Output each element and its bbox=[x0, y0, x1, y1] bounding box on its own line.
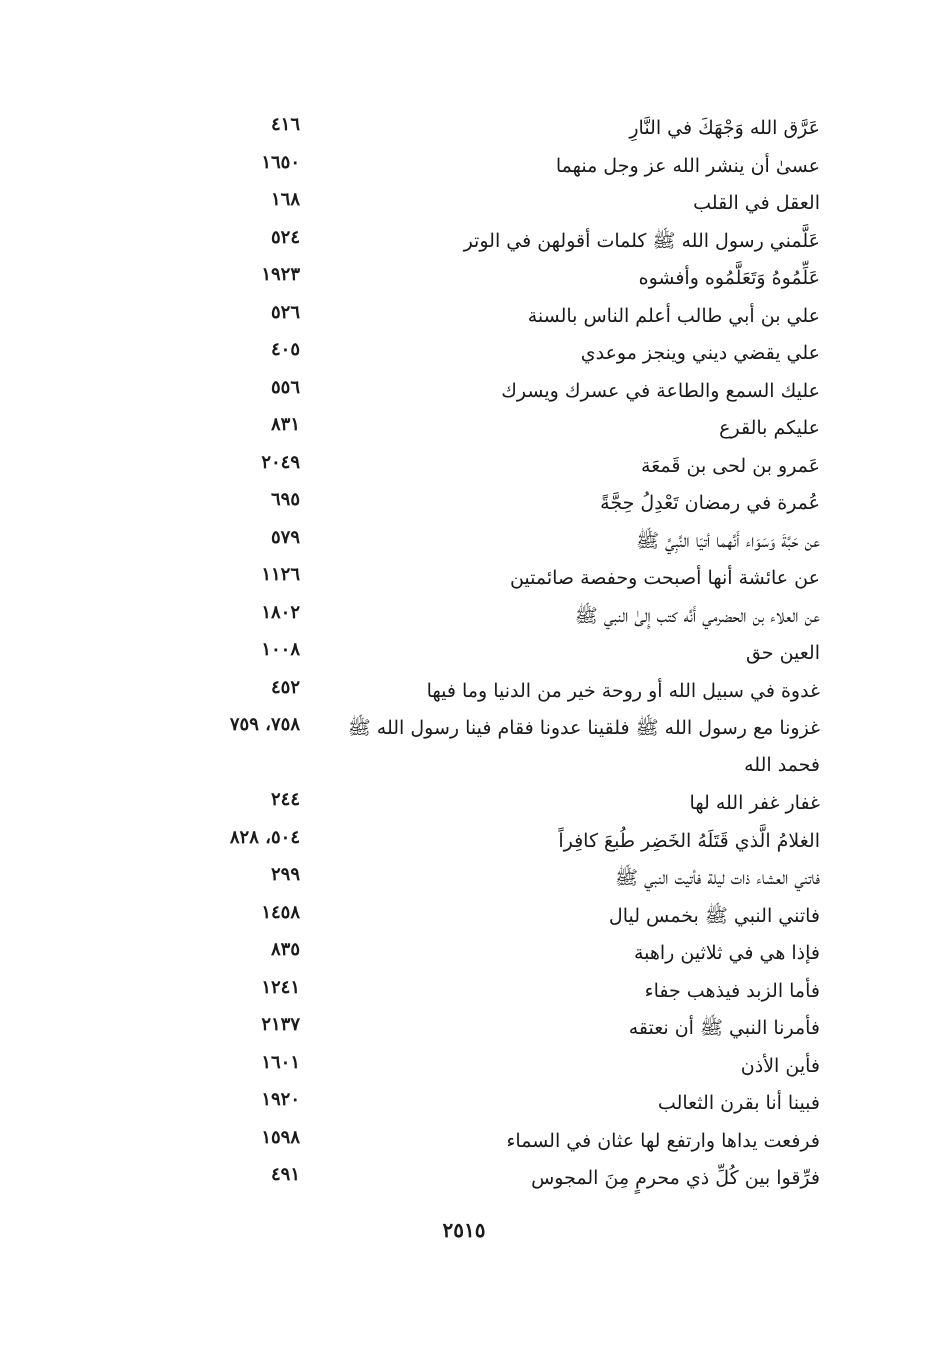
entry-page-ref: ٨٣١ bbox=[270, 414, 300, 435]
index-entry bbox=[190, 294, 820, 332]
page-number: ٢٥١٥ bbox=[442, 1218, 486, 1242]
entry-page-ref: ٥٢٤ bbox=[270, 226, 300, 248]
entry-page-ref: ٥٢٦ bbox=[270, 301, 300, 323]
entry-text: علي يقضي ديني وينجز موعدي bbox=[580, 342, 820, 364]
entry-text: علي بن أبي طالب أعلم الناس بالسنة bbox=[527, 304, 820, 327]
entry-text: فأما الزبد فيذهب جفاء bbox=[644, 979, 820, 1002]
entry-text: العقل في القلب bbox=[693, 192, 820, 214]
entry-text: عن عائشة أنها أصبحت وحفصة صائمتين bbox=[509, 567, 820, 589]
entry-text: عَمرو بن لحى بن قَمعَة bbox=[641, 454, 820, 477]
entry-page-ref: ١٢٤١ bbox=[261, 976, 300, 998]
index-entry bbox=[190, 106, 820, 144]
index-entry bbox=[190, 219, 820, 257]
index-entry bbox=[190, 856, 820, 894]
entry-page-ref: ١١٢٦ bbox=[261, 564, 300, 585]
index-entry bbox=[190, 144, 820, 182]
entry-page-ref: ٥٠٤، ٨٢٨ bbox=[229, 826, 300, 848]
entry-page-ref: ١٩٢٠ bbox=[261, 1089, 300, 1110]
entry-text: عَلِّمُوهُ وَتَعَلَّمُوه وأفشوه bbox=[638, 267, 820, 289]
index-entry bbox=[190, 256, 820, 294]
index-entry bbox=[190, 181, 820, 219]
index-entry bbox=[190, 669, 820, 707]
entry-page-ref: ١٨٠٢ bbox=[261, 601, 300, 623]
entry-text: عَرَّق الله وَجْهَكَ في النَّارِ bbox=[629, 117, 820, 139]
entry-page-ref: ٢١٣٧ bbox=[261, 1014, 300, 1035]
entry-text: عسىٰ أن ينشر الله عز وجل منهما bbox=[555, 154, 820, 177]
index-entry bbox=[190, 556, 820, 594]
entry-page-ref: ٥٥٦ bbox=[270, 376, 300, 398]
entry-text: فاتني العشاء ذات ليلة فأتيت النبي ﷺ bbox=[614, 867, 820, 889]
index-entry bbox=[190, 706, 820, 781]
entry-page-ref: ١٥٩٨ bbox=[261, 1126, 300, 1148]
entry-text: عن العلاء بن الحضرمي أَنَّه كتب إِلىٰ النبي ﷺ bbox=[574, 604, 820, 627]
entry-text: غفار غفر الله لها bbox=[689, 792, 820, 814]
entry-text: فإذا هي في ثلاثين راهبة bbox=[633, 942, 820, 964]
index-entry bbox=[190, 1081, 820, 1119]
entry-text: فأمرنا النبي ﷺ أن نعتقه bbox=[628, 1017, 820, 1039]
entry-page-ref: ١٩٢٣ bbox=[261, 264, 300, 285]
entry-text: الغلامُ الَّذي قَتَلَهُ الخَضِر طُبعَ كافِراً bbox=[558, 829, 820, 852]
entry-text: فرفعت يداها وارتفع لها عثان في السماء bbox=[506, 1129, 820, 1152]
entry-page-ref: ٢٠٤٩ bbox=[261, 451, 300, 473]
entry-page-ref: ١٦٠١ bbox=[261, 1051, 300, 1073]
entry-text: فاتني النبي ﷺ بخمس ليال bbox=[608, 904, 820, 927]
index-entry bbox=[190, 481, 820, 519]
index-entry bbox=[190, 1119, 820, 1157]
entry-page-ref: ٢٤٤ bbox=[270, 789, 300, 810]
entry-page-ref: ٤٠٥ bbox=[270, 339, 300, 360]
index-entry bbox=[190, 931, 820, 969]
index-entry bbox=[190, 1156, 820, 1194]
entry-page-ref: ٥٧٩ bbox=[270, 526, 300, 548]
index-entry bbox=[190, 894, 820, 932]
entry-text: عُمرة في رمضان تَعْدِلُ حِجَّةً bbox=[600, 492, 820, 514]
entry-text: عن حَبَّةَ وَسَوَاء أَنَّهما أتيَا النَّبِيَّ ﷺ bbox=[636, 529, 820, 552]
index-entry bbox=[190, 781, 820, 819]
index-entry bbox=[190, 969, 820, 1007]
entry-page-ref: ٢٩٩ bbox=[270, 864, 300, 885]
entry-page-ref: ١٦٨ bbox=[270, 189, 300, 210]
entry-page-ref: ٧٥٨، ٧٥٩ bbox=[229, 714, 300, 735]
entry-text: فرِّقوا بين كُلِّ ذي محرمٍ مِنَ المجوس bbox=[531, 1167, 820, 1189]
entry-text: عَلَّمني رسول الله ﷺ كلمات أقولهن في الوتر bbox=[463, 229, 820, 252]
entry-text: عليك السمع والطاعة في عسرك ويسرك bbox=[501, 379, 820, 402]
entry-page-ref: ١٤٥٨ bbox=[261, 901, 300, 923]
entry-page-ref: ١٠٠٨ bbox=[261, 639, 300, 660]
index-entry bbox=[190, 819, 820, 857]
index-entry bbox=[190, 444, 820, 482]
index-entry bbox=[190, 369, 820, 407]
entry-page-ref: ٨٣٥ bbox=[270, 939, 300, 960]
entry-page-ref: ٦٩٥ bbox=[270, 489, 300, 510]
index-entry bbox=[190, 631, 820, 669]
entry-text: عليكم بالقرع bbox=[719, 417, 820, 439]
entry-text: العين حق bbox=[745, 642, 820, 664]
entry-page-ref: ٤٩١ bbox=[270, 1164, 300, 1185]
index-entry bbox=[190, 1006, 820, 1044]
index-entry bbox=[190, 406, 820, 444]
entry-text: غزونا مع رسول الله ﷺ فلقينا عدونا فقام فينا رسول الله ﷺ فحمد الله bbox=[347, 717, 820, 776]
hadith-index-list bbox=[190, 106, 820, 1194]
index-entry bbox=[190, 331, 820, 369]
entry-text: فبينا أنا بقرن الثعالب bbox=[657, 1092, 820, 1114]
entry-text: غدوة في سبيل الله أو روحة خير من الدنيا وما فيها bbox=[426, 679, 820, 702]
entry-page-ref: ٤٥٢ bbox=[270, 676, 300, 698]
entry-page-ref: ٤١٦ bbox=[270, 114, 300, 135]
entry-text: فأين الأذن bbox=[740, 1054, 820, 1077]
index-entry bbox=[190, 519, 820, 557]
entry-page-ref: ١٦٥٠ bbox=[261, 151, 300, 173]
index-entry bbox=[190, 1044, 820, 1082]
index-entry bbox=[190, 594, 820, 632]
